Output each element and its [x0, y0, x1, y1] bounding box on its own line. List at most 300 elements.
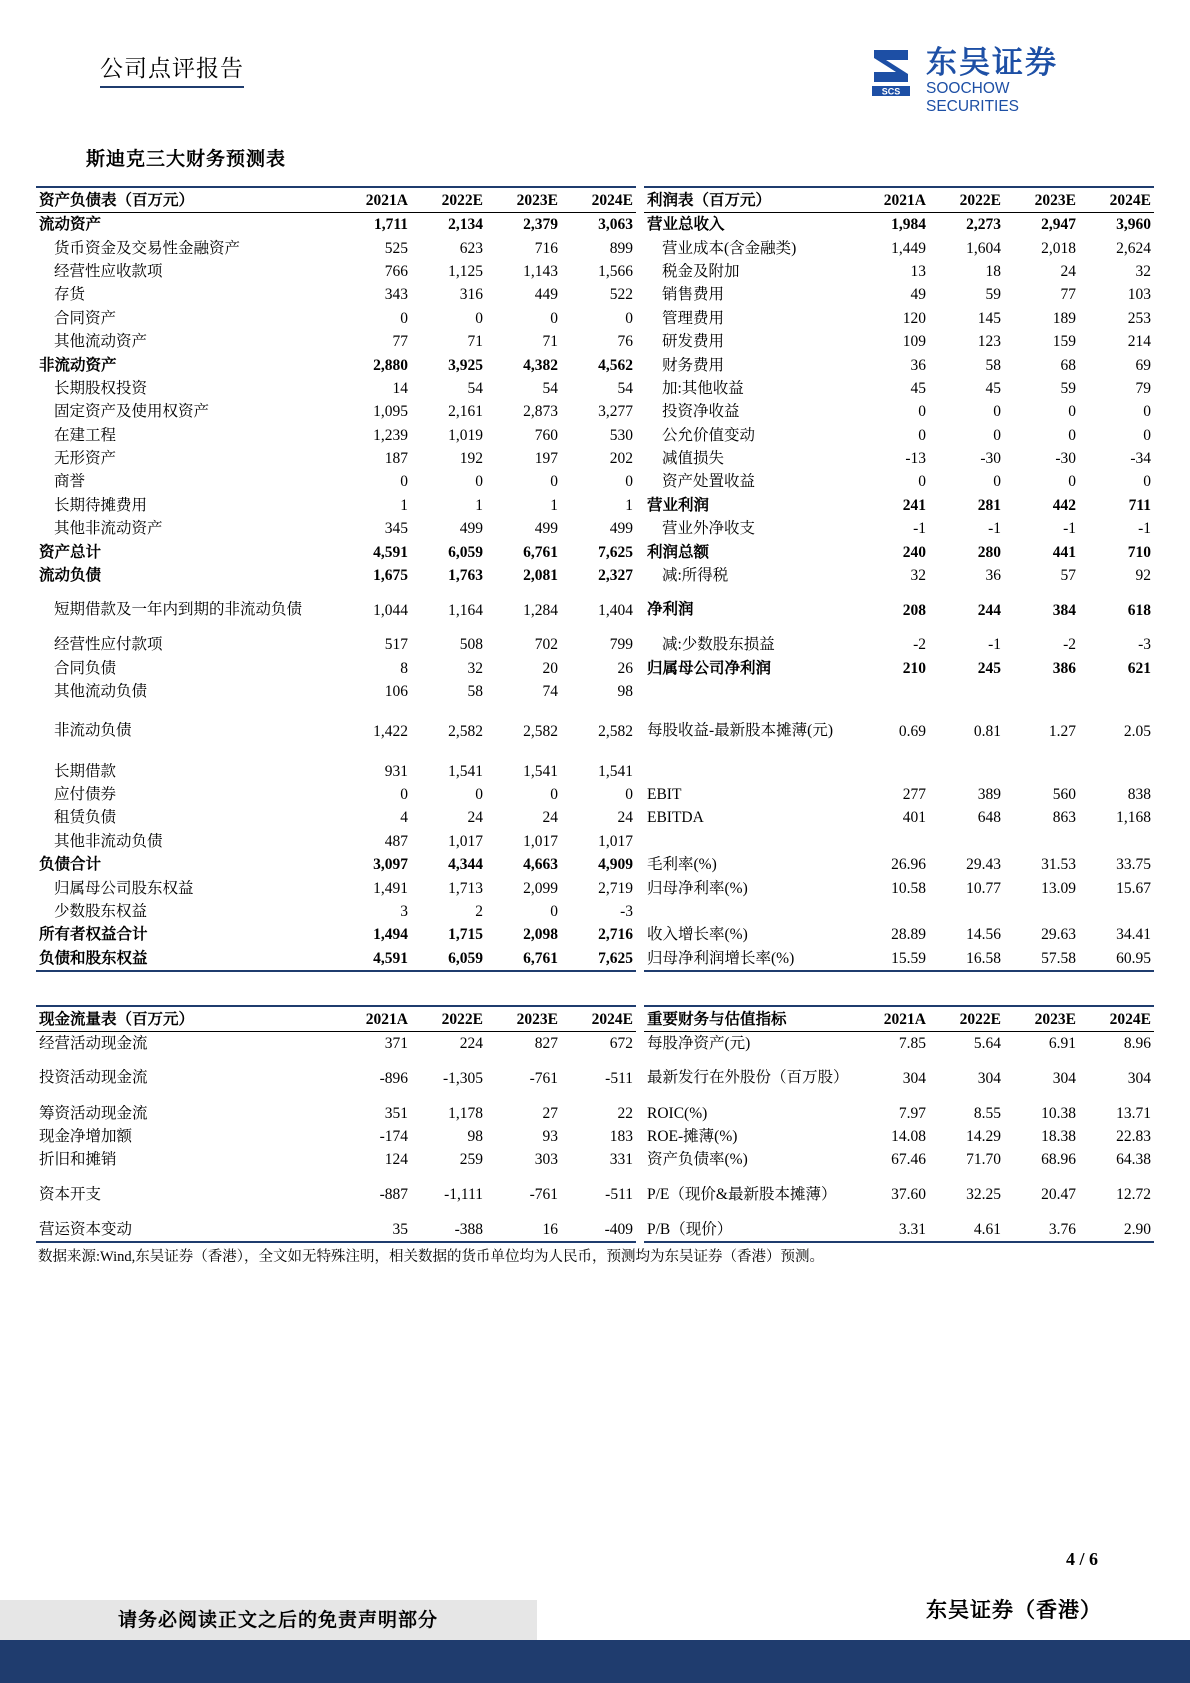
table-row: [36, 703, 636, 759]
table-title: 重要财务与估值指标: [644, 1006, 854, 1032]
cell-value: 281: [977, 496, 1001, 514]
cell-value: 10.77: [966, 879, 1001, 897]
cell-value: 24: [617, 809, 633, 827]
cell-value: 0: [475, 786, 483, 803]
cell-value: 0: [550, 309, 558, 327]
cell-value: 499: [609, 520, 633, 538]
cell-value: 57.58: [1041, 949, 1076, 967]
cell-value: 1,095: [373, 403, 408, 421]
row-label: P/B（现价）: [647, 1220, 733, 1238]
table-row: [36, 947, 636, 971]
cell-value: 14.08: [891, 1127, 926, 1145]
cell-value: 1,491: [373, 879, 408, 897]
cell-value: 0: [1068, 403, 1076, 421]
cell-value: 0: [475, 473, 483, 491]
cell-value: 6,059: [448, 949, 483, 967]
cell-value: 8.55: [973, 1104, 1001, 1122]
row-label: 减:少数股东损益: [662, 636, 775, 654]
row-label: 在建工程: [54, 426, 117, 444]
cell-value: 202: [609, 450, 633, 468]
row-label: [644, 900, 854, 923]
logo-en-text: SOOCHOW SECURITIES: [926, 80, 1020, 115]
table-row: [644, 830, 1154, 853]
table-row: [644, 307, 1154, 330]
cell-value: 1,715: [448, 926, 483, 944]
cell-value: 1,239: [373, 426, 408, 444]
cell-value: 187: [384, 450, 408, 468]
table-row: [36, 633, 636, 656]
table-row: [644, 703, 1154, 759]
cell-value: 0: [400, 786, 408, 803]
table-row: [644, 783, 1154, 806]
cell-value: 280: [977, 543, 1001, 561]
cell-value: 98: [467, 1127, 483, 1145]
row-label: 长期待摊费用: [54, 496, 148, 514]
cell-value: 10.58: [891, 879, 926, 897]
table-row: [644, 587, 1154, 633]
cell-value: 2.05: [1123, 722, 1151, 740]
table-row: [644, 1032, 1154, 1056]
cell-value: 67.46: [891, 1151, 926, 1169]
cell-value: 384: [1052, 601, 1076, 619]
table-row: [36, 900, 636, 923]
cell-value: -30: [980, 450, 1001, 468]
cell-value: 16: [542, 1220, 558, 1238]
table-row: [36, 876, 636, 899]
table-row: [36, 447, 636, 470]
cell-value: 20.47: [1041, 1186, 1076, 1204]
row-label: 资本开支: [39, 1185, 102, 1203]
row-label: 短期借款及一年内到期的非流动负债: [54, 601, 303, 619]
cell-value: 244: [977, 601, 1001, 619]
cell-value: 0: [918, 426, 926, 444]
cell-value: [1004, 900, 1079, 923]
cell-value: 1,284: [523, 601, 558, 619]
cell-value: 3.76: [1048, 1220, 1076, 1238]
cell-value: 0: [625, 473, 633, 491]
cell-value: [1079, 759, 1154, 782]
row-label: 营业利润: [647, 496, 710, 514]
cell-value: 3,960: [1116, 216, 1151, 234]
cell-value: 3: [400, 902, 408, 920]
cell-value: 4: [400, 809, 408, 827]
income-statement-table: [644, 186, 1154, 972]
table-row: [644, 400, 1154, 423]
table-row: [36, 400, 636, 423]
cell-value: 6,059: [448, 543, 483, 561]
cell-value: 1,494: [373, 926, 408, 944]
cell-value: 760: [534, 426, 558, 444]
cell-value: 304: [977, 1069, 1001, 1087]
cell-value: -511: [605, 1069, 633, 1087]
row-label: EBIT: [647, 786, 682, 803]
table-row: [644, 1172, 1154, 1218]
cell-value: 621: [1127, 659, 1151, 677]
cell-value: -2: [1063, 636, 1076, 654]
cell-value: 2,947: [1041, 216, 1076, 234]
year-header: 2021A: [854, 1006, 929, 1032]
table-row: [36, 236, 636, 259]
table-row: [644, 330, 1154, 353]
cell-value: 1,404: [598, 601, 633, 619]
cell-value: 59: [985, 286, 1001, 304]
table-row: [36, 830, 636, 853]
year-header: 2023E: [1004, 187, 1079, 213]
cell-value: -388: [454, 1220, 483, 1238]
row-label: 负债和股东权益: [39, 949, 148, 967]
cell-value: 253: [1127, 309, 1151, 327]
year-header: 2024E: [1079, 187, 1154, 213]
cell-value: 24: [542, 809, 558, 827]
cell-value: 304: [1052, 1069, 1076, 1087]
table-row: [644, 1055, 1154, 1101]
row-label: 筹资活动现金流: [39, 1104, 148, 1122]
cell-value: 224: [459, 1035, 483, 1053]
cell-value: 2,134: [448, 216, 483, 234]
table-row: [644, 424, 1154, 447]
table-header-row: [36, 187, 636, 213]
cell-value: 442: [1052, 496, 1076, 514]
row-label: 归属母公司净利润: [647, 659, 772, 677]
cell-value: 0: [918, 473, 926, 491]
table-row: [644, 283, 1154, 306]
table-row: [36, 1055, 636, 1101]
table-row: [36, 260, 636, 283]
cell-value: [854, 759, 929, 782]
cell-value: 449: [534, 286, 558, 304]
cell-value: 37.60: [891, 1186, 926, 1204]
cell-value: 0: [550, 473, 558, 491]
cell-value: 0.81: [973, 722, 1001, 740]
row-label: 流动资产: [39, 216, 102, 234]
cell-value: 214: [1127, 333, 1151, 351]
cell-value: 401: [902, 809, 926, 827]
cell-value: 1,449: [891, 239, 926, 257]
cell-value: 18: [985, 262, 1001, 280]
cell-value: 69: [1135, 356, 1151, 374]
row-label: 合同负债: [54, 659, 117, 677]
table-header-row: [36, 1006, 636, 1032]
cell-value: 8: [400, 659, 408, 677]
cell-value: 8.96: [1123, 1035, 1151, 1053]
table-row: [36, 213, 636, 237]
cell-value: [929, 759, 1004, 782]
cell-value: 2,880: [373, 356, 408, 374]
cell-value: 0: [993, 403, 1001, 421]
cell-value: -1: [913, 520, 926, 538]
cell-value: [1004, 680, 1079, 703]
row-label: 加:其他收益: [662, 379, 744, 397]
cell-value: 32: [467, 659, 483, 677]
row-label: 资产处置收益: [662, 473, 756, 491]
cell-value: 899: [609, 239, 633, 257]
indicators-table: [644, 1005, 1154, 1243]
logo-cn-text: 东吴证券: [926, 45, 1058, 81]
row-label: 资产总计: [39, 543, 102, 561]
cell-value: 2,379: [523, 216, 558, 234]
table-row: [36, 424, 636, 447]
table-row: [644, 876, 1154, 899]
cell-value: 1: [400, 496, 408, 514]
cell-value: 648: [977, 809, 1001, 827]
row-label: 合同资产: [54, 309, 117, 327]
cell-value: 0: [1143, 473, 1151, 491]
cell-value: 36: [985, 567, 1001, 585]
cell-value: 76: [617, 333, 633, 351]
cell-value: 98: [617, 683, 633, 701]
cell-value: 560: [1052, 786, 1076, 803]
cell-value: 0: [1143, 403, 1151, 421]
cell-value: 1,541: [598, 762, 633, 780]
cell-value: 1,017: [598, 832, 633, 850]
cell-value: 2,081: [523, 567, 558, 585]
year-header: 2022E: [411, 187, 486, 213]
cell-value: [854, 680, 929, 703]
cell-value: [1004, 830, 1079, 853]
cell-value: 189: [1052, 309, 1076, 327]
cell-value: 7,625: [598, 543, 633, 561]
row-label: 其他流动负债: [54, 683, 148, 701]
cell-value: 1,017: [448, 832, 483, 850]
cell-value: 716: [534, 239, 558, 257]
table-row: [36, 806, 636, 829]
row-label: 营运资本变动: [39, 1220, 133, 1238]
cell-value: 109: [902, 333, 926, 351]
year-header: 2023E: [1004, 1006, 1079, 1032]
cell-value: 6.91: [1048, 1035, 1076, 1053]
row-label: ROIC(%): [647, 1104, 708, 1122]
cell-value: 522: [609, 286, 633, 304]
table-row: [36, 783, 636, 806]
cell-value: 1,984: [891, 216, 926, 234]
table-row: [644, 806, 1154, 829]
table-row: [644, 1125, 1154, 1148]
row-label: 减值损失: [662, 450, 725, 468]
table-row: [644, 923, 1154, 946]
row-label: 经营活动现金流: [39, 1035, 148, 1053]
cell-value: 6,761: [523, 543, 558, 561]
cell-value: -887: [379, 1186, 408, 1204]
cell-value: -3: [620, 902, 633, 920]
cell-value: 57: [1060, 567, 1076, 585]
cell-value: 2,327: [598, 567, 633, 585]
cell-value: -34: [1130, 450, 1151, 468]
row-label: 营业成本(含金融类): [662, 239, 797, 257]
cell-value: 487: [384, 832, 408, 850]
cell-value: 710: [1127, 543, 1151, 561]
table-row: [36, 307, 636, 330]
cell-value: 24: [1060, 262, 1076, 280]
row-label: 应付债券: [54, 786, 117, 803]
cell-value: 525: [384, 239, 408, 257]
cell-value: -1: [988, 520, 1001, 538]
row-label: 税金及附加: [662, 262, 740, 280]
cell-value: 49: [910, 286, 926, 304]
cell-value: 1.27: [1048, 722, 1076, 740]
source-note: 数据来源:Wind,东吴证券（香港），全文如无特殊注明，相关数据的货币单位均为人民币，预测均为东吴证券（香港）预测。: [38, 1249, 825, 1265]
cell-value: 4.61: [973, 1220, 1001, 1238]
cell-value: 20: [542, 659, 558, 677]
cell-value: 7.97: [898, 1104, 926, 1122]
cell-value: 24: [467, 809, 483, 827]
cell-value: 2: [475, 902, 483, 920]
row-label: 其他流动资产: [54, 333, 148, 351]
cell-value: 303: [534, 1151, 558, 1169]
cell-value: -409: [604, 1220, 633, 1238]
cell-value: 93: [542, 1127, 558, 1145]
cell-value: 672: [609, 1035, 633, 1053]
cell-value: 4,591: [373, 543, 408, 561]
cell-value: 1,125: [448, 262, 483, 280]
cell-value: 766: [384, 262, 408, 280]
row-label: 财务费用: [662, 356, 725, 374]
footer-disclaimer: 请务必阅读正文之后的免责声明部分: [118, 1610, 439, 1631]
cell-value: 210: [902, 659, 926, 677]
cell-value: -1: [988, 636, 1001, 654]
cell-value: 2,582: [598, 722, 633, 740]
cell-value: [854, 830, 929, 853]
year-header: 2021A: [336, 187, 411, 213]
cell-value: 124: [384, 1151, 408, 1169]
cell-value: 1,422: [373, 722, 408, 740]
cell-value: 13: [910, 262, 926, 280]
cell-value: 304: [902, 1069, 926, 1087]
table-row: [36, 1148, 636, 1171]
row-label: 减:所得税: [662, 567, 729, 585]
cell-value: 54: [467, 379, 483, 397]
cell-value: 0: [1143, 426, 1151, 444]
cell-value: -761: [529, 1186, 558, 1204]
table-row: [644, 236, 1154, 259]
cell-value: -30: [1055, 450, 1076, 468]
cell-value: 386: [1052, 659, 1076, 677]
row-label: 每股净资产(元): [647, 1035, 751, 1053]
cell-value: 2,582: [523, 722, 558, 740]
cell-value: -761: [529, 1069, 558, 1087]
cell-value: 3.31: [898, 1220, 926, 1238]
cell-value: 0: [475, 309, 483, 327]
cell-value: -896: [379, 1069, 408, 1087]
table-row: [644, 540, 1154, 563]
cell-value: 1,178: [448, 1104, 483, 1122]
row-label: 商誉: [54, 473, 86, 491]
row-label: EBITDA: [647, 809, 704, 827]
cell-value: 2,716: [598, 926, 633, 944]
cell-value: 0: [918, 403, 926, 421]
cell-value: 26: [617, 659, 633, 677]
table-row: [644, 947, 1154, 971]
cell-value: 71: [542, 333, 558, 351]
row-label: 无形资产: [54, 450, 117, 468]
row-label: 固定资产及使用权资产: [54, 403, 210, 421]
table-row: [36, 853, 636, 876]
cell-value: 931: [384, 762, 408, 780]
cell-value: 0: [993, 426, 1001, 444]
company-logo: [868, 44, 1100, 115]
year-header: 2024E: [561, 1006, 636, 1032]
cell-value: 702: [534, 636, 558, 654]
cell-value: 0: [550, 786, 558, 803]
cell-value: 29.63: [1041, 926, 1076, 944]
cell-value: 45: [985, 379, 1001, 397]
table-title: 利润表（百万元）: [644, 187, 854, 213]
cell-value: 58: [985, 356, 1001, 374]
row-label: 少数股东权益: [54, 902, 148, 920]
cell-value: 16.58: [966, 949, 1001, 967]
logo-mark-icon: [868, 46, 914, 98]
cell-value: 35: [392, 1220, 408, 1238]
row-label: 最新发行在外股份（百万股）: [647, 1069, 849, 1087]
cell-value: 1,763: [448, 567, 483, 585]
table-row: [644, 353, 1154, 376]
cell-value: 54: [542, 379, 558, 397]
row-label: 负债合计: [39, 856, 102, 874]
cell-value: 0: [625, 309, 633, 327]
cell-value: 0: [625, 786, 633, 803]
cell-value: -174: [379, 1127, 408, 1145]
cell-value: 31.53: [1041, 856, 1076, 874]
cell-value: 316: [459, 286, 483, 304]
cell-value: 120: [902, 309, 926, 327]
row-label: 资产负债率(%): [647, 1151, 748, 1169]
cell-value: 2,624: [1116, 239, 1151, 257]
cell-value: 508: [459, 636, 483, 654]
year-header: 2021A: [336, 1006, 411, 1032]
cell-value: 4,663: [523, 856, 558, 874]
cell-value: 331: [609, 1151, 633, 1169]
cell-value: 145: [977, 309, 1001, 327]
table-row: [644, 1218, 1154, 1242]
table-row: [36, 1101, 636, 1124]
cell-value: 159: [1052, 333, 1076, 351]
cell-value: [1004, 759, 1079, 782]
table-row: [644, 759, 1154, 782]
cell-value: 2,161: [448, 403, 483, 421]
cell-value: 0: [1068, 426, 1076, 444]
cell-value: 2,273: [966, 216, 1001, 234]
cell-value: 499: [459, 520, 483, 538]
cell-value: 79: [1135, 379, 1151, 397]
cell-value: 29.43: [966, 856, 1001, 874]
row-label: 归母净利率(%): [647, 879, 748, 897]
row-label: 营业总收入: [647, 216, 725, 234]
table-row: [644, 1101, 1154, 1124]
row-label: 归母净利润增长率(%): [647, 949, 795, 967]
row-label: [644, 680, 854, 703]
cell-value: 1,541: [523, 762, 558, 780]
table-title: 资产负债表（百万元）: [36, 187, 336, 213]
table-row: [36, 1032, 636, 1056]
cell-value: 26.96: [891, 856, 926, 874]
table-row: [36, 377, 636, 400]
cell-value: 259: [459, 1151, 483, 1169]
row-label: 货币资金及交易性金融资产: [54, 239, 241, 257]
cell-value: 245: [977, 659, 1001, 677]
table-row: [36, 1218, 636, 1242]
cell-value: 351: [384, 1104, 408, 1122]
row-label: 经营性应付款项: [54, 636, 163, 654]
section-title: 斯迪克三大财务预测表: [86, 149, 287, 170]
cell-value: 58: [467, 683, 483, 701]
cell-value: 0: [400, 473, 408, 491]
cell-value: 74: [542, 683, 558, 701]
cell-value: 103: [1127, 286, 1151, 304]
cell-value: 7,625: [598, 949, 633, 967]
cell-value: 13.71: [1116, 1104, 1151, 1122]
table-row: [36, 517, 636, 540]
table-row: [644, 377, 1154, 400]
table-row: [36, 1125, 636, 1148]
